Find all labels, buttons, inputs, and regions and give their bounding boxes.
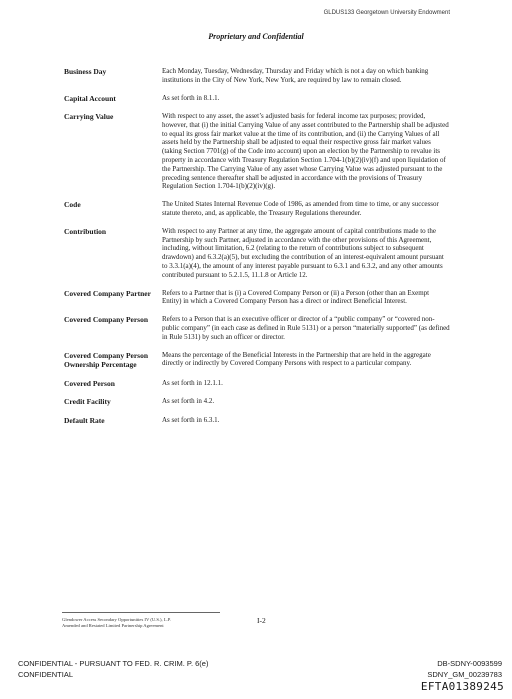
- definition-term: Contribution: [64, 226, 107, 236]
- bates-number-2: SDNY_GM_00239783: [427, 670, 502, 679]
- footer-doc-name: Glendower Access Secondary Opportunities IV (U.S.), L.P.: [62, 617, 171, 622]
- definition-term: Code: [64, 200, 81, 210]
- definition-text: As set forth in 6.3.1.: [162, 415, 220, 424]
- definition-row: [64, 416, 450, 426]
- definition-text: Refers to a Person that is an executive officer or director of a “public company” or “covered non-public company” (in each case as defined in Rule 5131) or a person “materially supported” (as defined in Rule 5131) by such an officer or director.: [162, 315, 450, 341]
- definition-text: The United States Internal Revenue Code of 1986, as amended from time to time, or any successor statute thereto, and, as applicable, the Treasury Regulations thereunder.: [162, 200, 439, 218]
- document-id-header: GLDUS133 Georgetown University Endowment: [323, 10, 450, 16]
- definition-text: As set forth in 4.2.: [162, 397, 215, 406]
- definition-term: Covered Company Partner: [64, 288, 151, 298]
- definition-text: As set forth in 8.1.1.: [162, 93, 220, 102]
- footer-divider: [62, 612, 220, 613]
- definition-term: Credit Facility: [64, 397, 111, 407]
- definition-text: With respect to any Partner at any time, the aggregate amount of capital contributions made to the Partnership by such Partner, adjusted in accordance with the other provisions of this Agreement, including, without limitation, 6.2 (relating to the return of contributions subject to subsequent drawdown) and 6.3.2(a)(5), but excluding the contribution of an interest-equivalent amount pursuant to 3.3.1(a)(4), the amount of any interest payable pursuant to 6.3.1 and 6.3.2, and any other amounts contributed pursuant to 5.2.1.5, 11.1.8 or Article 12.: [162, 226, 444, 279]
- definition-row: [64, 315, 450, 341]
- page-heading: Proprietary and Confidential: [208, 32, 304, 41]
- definition-term: Capital Account: [64, 93, 116, 103]
- definition-term: Business Day: [64, 67, 107, 76]
- definition-text: As set forth in 12.1.1.: [162, 378, 223, 387]
- page-number: I-2: [257, 616, 266, 625]
- definition-row: [64, 112, 450, 191]
- efta-stamp: EFTA01389245: [420, 680, 504, 693]
- footer-doc-subtitle: Amended and Restated Limited Partnership Agreement: [62, 623, 164, 628]
- definition-term: Covered Company Person Ownership Percentage: [64, 350, 149, 370]
- definition-term: Covered Person: [64, 378, 115, 388]
- definition-text: Refers to a Partner that is (i) a Covered Company Person or (ii) a Person (other than an Exempt Entity) in which a Covered Company Person has a direct or indirect Beneficial Interest.: [162, 288, 430, 306]
- definition-row: [64, 227, 450, 280]
- definition-row: [64, 397, 450, 407]
- definition-row: [64, 94, 450, 104]
- definitions-list: [64, 67, 450, 434]
- definition-term: Carrying Value: [64, 112, 114, 122]
- definition-term: Covered Company Person: [64, 315, 149, 325]
- definition-row: [64, 379, 450, 389]
- definition-row: [64, 200, 450, 218]
- definition-row: [64, 67, 450, 85]
- definition-row: [64, 289, 450, 307]
- confidential-notice: CONFIDENTIAL - PURSUANT TO FED. R. CRIM. P. 6(e): [18, 659, 209, 668]
- definition-text: Each Monday, Tuesday, Wednesday, Thursday and Friday which is not a day on which banking institutions in the City of New York, New York, are required by law to remain closed.: [162, 67, 429, 84]
- document-footer: [62, 617, 171, 629]
- definition-text: With respect to any asset, the asset’s adjusted basis for federal income tax purposes; provided, however, that (i) the initial Carrying Value of any asset contributed to the Partnership shall be adjusted to equal its gross fair market value at the time of its contribution, and (ii) the Carrying Values of all assets held by the Partnership shall be adjusted to equal their respective gross fair market values (taking Section 7701(g) of the Code into account) upon an election by the Partnership to revalue its property in accordance with Treasury Regulation Section 1.704-1(b)(2)(iv)(f) and upon liquidation of the Partnership. The Carrying Value of any asset whose Carrying Value was adjusted pursuant to the preceding sentence thereafter shall be adjusted in accordance with the provisions of Treasury Regulation Section 1.704-1(b)(2)(iv)(g).: [162, 112, 449, 191]
- bates-number-1: DB-SDNY-0093599: [437, 659, 502, 668]
- confidential-label: CONFIDENTIAL: [18, 670, 74, 679]
- definition-text: Means the percentage of the Beneficial Interests in the Partnership that are held in the aggregate directly or indirectly by Covered Company Persons with respect to a particular company.: [162, 350, 431, 368]
- definition-row: [64, 351, 450, 370]
- definition-term: Default Rate: [64, 415, 105, 425]
